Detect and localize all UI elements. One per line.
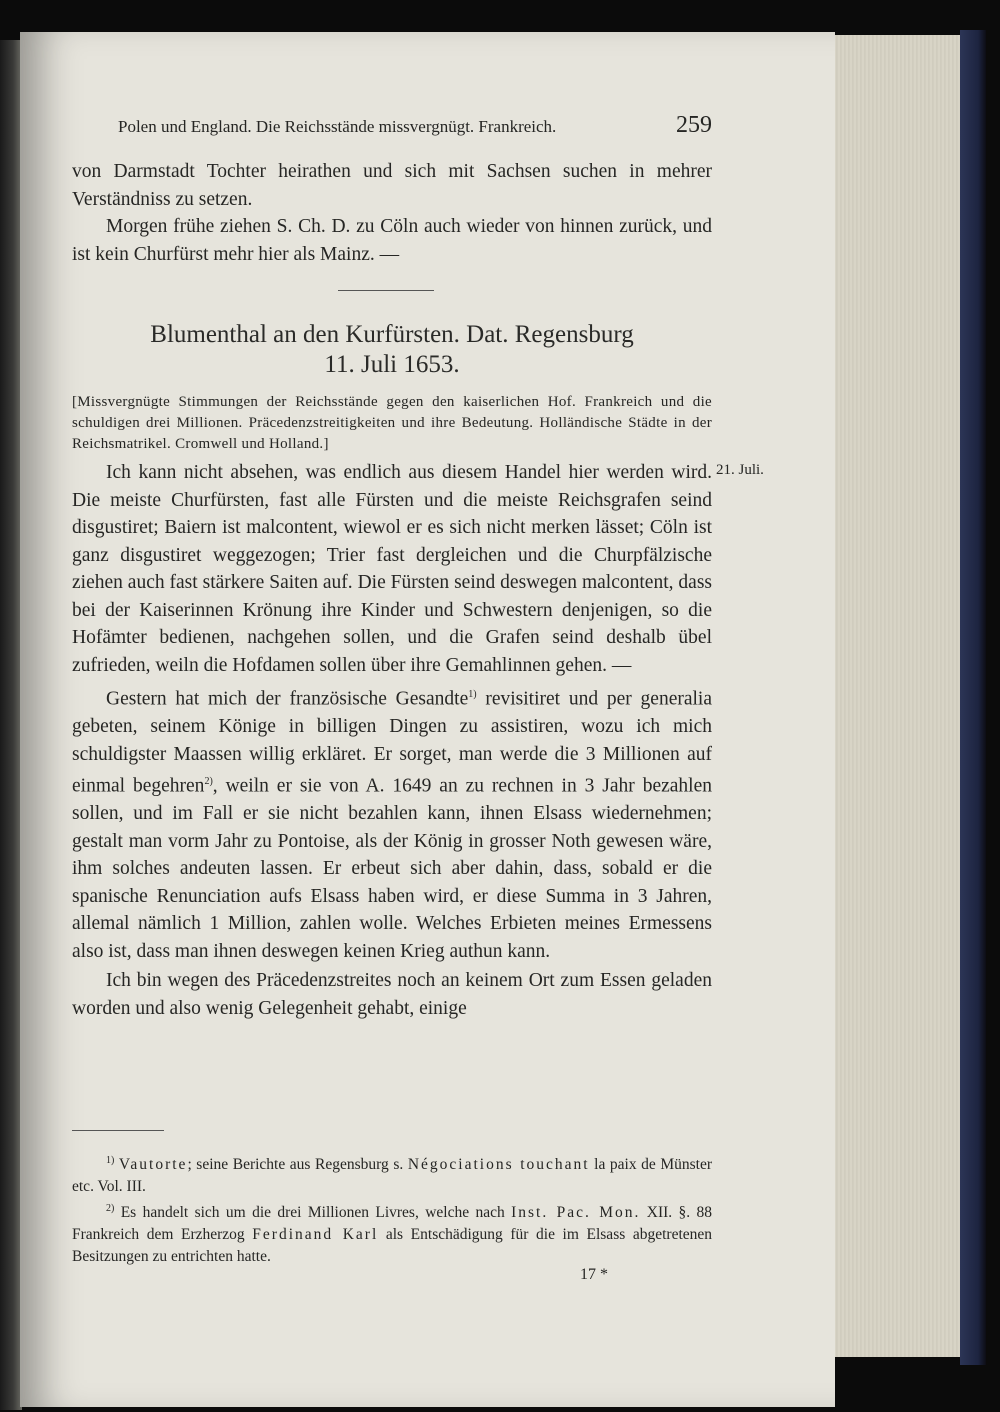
letter-heading <box>72 320 712 380</box>
footnote-text: Es handelt sich um die drei Millionen Livres, welche nach <box>120 1204 505 1222</box>
footnote-marker: 1) <box>106 1155 115 1166</box>
footnote-reference: Inst. Pac. Mon. <box>511 1204 641 1222</box>
continuation-paragraph: Morgen frühe ziehen S. Ch. D. zu Cöln auch wieder von hinnen zurück, und ist kein Churfürst mehr hier als Mainz. — <box>72 216 712 265</box>
letter-date-line: 11. Juli 1653. <box>324 351 460 378</box>
footnote-marker: 2) <box>204 776 213 787</box>
margin-date: 21. Juli. <box>716 462 764 478</box>
footnote-marker: 2) <box>106 1203 115 1215</box>
body-text: , weiln er sie von A. 1649 an zu rechnen in 3 Jahr bezahlen sollen, und im Fall er sie nicht bezahlen kann, ihnen Elsass wiedernehmen; gestalt man vorm Jahr zu Pontoise, als der König in grosser Noth gewesen wäre, ihm solches andeuten lassen. Er erbeut sich aber dahin, dass, sobald er die spanische Renunciation aufs Elsass haben wird, er diese Summa in 3 Jahren, allemal nämlich 1 Million, zahlen wolle. Welches Erbieten meines Ermessens also ist, dass man ihnen deswegen keinen Krieg authun kann. <box>72 775 712 962</box>
body-paragraph: Ich bin wegen des Präcedenzstreites noch an keinem Ort zum Essen geladen worden und also wenig Gelegenheit gehabt, einige <box>72 970 712 1019</box>
continuation-paragraph: von Darmstadt Tochter heirathen und sich mit Sachsen suchen in mehrer Verständniss zu setzen. <box>72 161 712 210</box>
running-header <box>118 112 712 139</box>
letter-body <box>72 459 712 1022</box>
running-title: Polen und England. Die Reichsstände missvergnügt. Frankreich. <box>118 117 557 136</box>
page-fore-edge <box>818 35 973 1357</box>
body-paragraph <box>72 681 712 965</box>
footnote-text: als Entschädigung für die im Elsass abgetretenen Besitzungen zu entrichten hatte. <box>72 1226 713 1266</box>
continuation-text <box>72 158 712 268</box>
footnote-name: Vautorte <box>118 1156 188 1174</box>
letter-heading-line: Blumenthal an den Kurfürsten. Dat. Regensburg <box>150 321 634 348</box>
body-text: Gestern hat mich der französische Gesandte <box>106 688 469 710</box>
footnote-name: Ferdinand Karl <box>252 1226 379 1244</box>
footnote-marker: 1) <box>468 689 477 700</box>
page-number: 259 <box>676 112 712 138</box>
body-paragraph: Ich kann nicht absehen, was endlich aus diesem Handel hier werden wird. Die meiste Churfürsten, fast alle Fürsten und die meiste Reichsgrafen seind disgustiret; Baiern ist malcontent, wiewol er es sich nicht merken lässet; Cöln ist ganz disgustiret weggezogen; Trier fast dergleichen und die Churpfälzische ziehen auch fast stärkere Saiten auf. Die Fürsten seind deswegen malcontent, dass bei der Kaiserinnen Krönung ihre Kinder und Schwestern denjenigen, so die Hofämter bedienen, nachgehen sollen, und die Grafen seind deshalb übel zufrieden, weiln die Hofdamen sollen über ihre Gemahlinnen gehen. — <box>72 462 712 676</box>
letter-summary: [Missvergnügte Stimmungen der Reichsstände gegen den kaiserlichen Hof. Frankreich und die schuldigen drei Millionen. Präcedenzstreitigkeiten und ihre Bedeutung. Holländische Städte in der Reichsmatrikel. Cromwell und Holland.] <box>72 394 712 452</box>
footnote-1 <box>72 1150 712 1198</box>
section-divider <box>338 290 434 291</box>
book-cover-edge <box>960 30 986 1365</box>
footnote-text: la paix de Münster etc. Vol. III. <box>72 1156 713 1196</box>
body-text: revisitiret und per generalia gebeten, seinem Könige in billigen Dingen zu assistiren, wozu ich mich schuldigster Maassen willig erkläret. Er sorget, man werde die 3 Millionen auf einmal begehren <box>72 688 712 797</box>
book-spine-shadow <box>0 40 22 1410</box>
footnote-2 <box>72 1198 712 1268</box>
footnote-divider <box>72 1130 164 1131</box>
footnotes <box>72 1150 712 1268</box>
footnote-text: ; seine Berichte aus Regensburg s. <box>187 1156 404 1174</box>
signature-mark: 17 * <box>580 1266 608 1283</box>
footnote-text: XII. §. 88 Frankreich dem Erzherzog <box>72 1204 713 1244</box>
footnote-title: Négociations touchant <box>407 1156 590 1174</box>
